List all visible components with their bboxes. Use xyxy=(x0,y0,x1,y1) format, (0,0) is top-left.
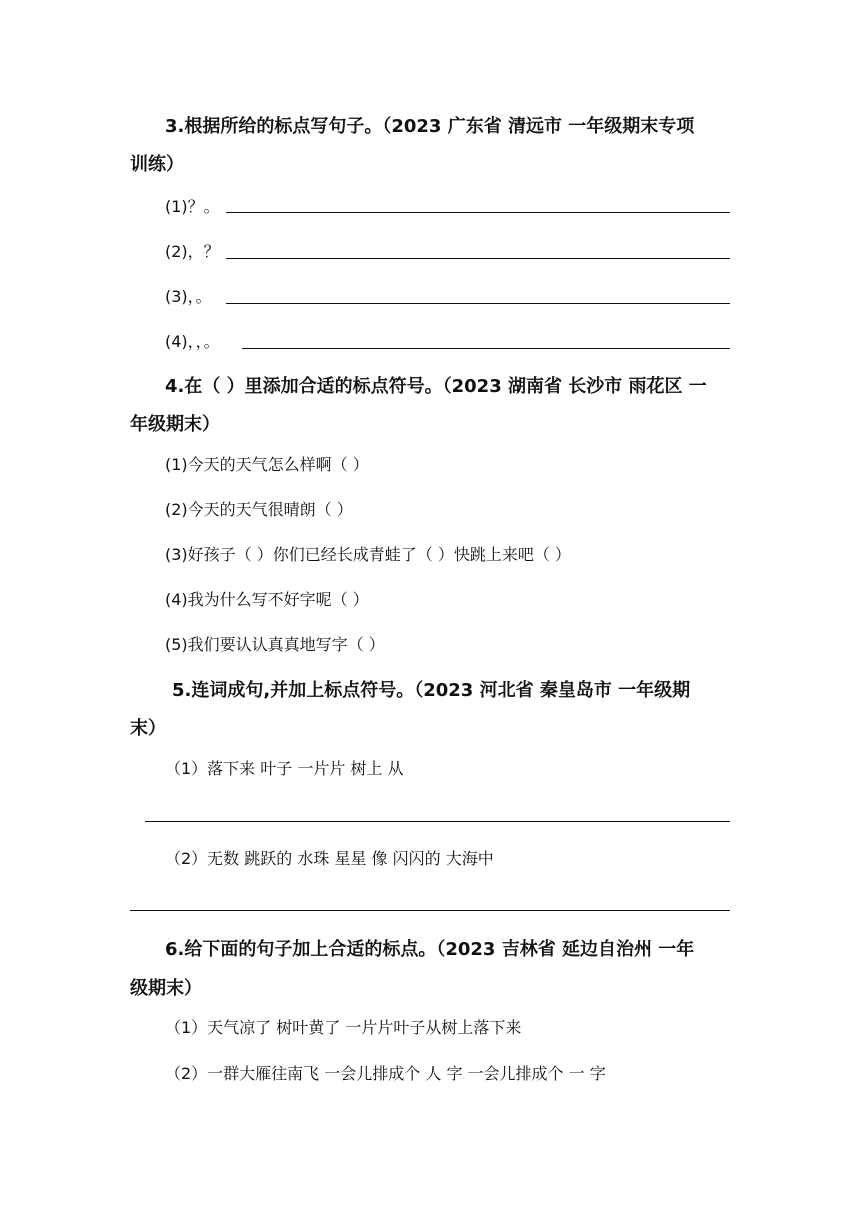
q4-title-line2: 年级期末） xyxy=(130,414,220,435)
q3-title-line1: 3.根据所给的标点写句子。（2023 广东省 清远市 一年级期末专项 xyxy=(165,116,695,137)
q5-title-line2: 末） xyxy=(130,718,166,739)
q3-item-2-label: (2)，？ xyxy=(165,242,220,261)
q3-item-4-answer-line[interactable] xyxy=(242,348,730,349)
q6-title-line1: 6.给下面的句子加上合适的标点。（2023 吉林省 延边自治州 一年 xyxy=(165,939,695,960)
q5-item-2-answer-line[interactable] xyxy=(130,910,730,911)
q6-item-1: （1）天气凉了 树叶黄了 一片片叶子从树上落下来 xyxy=(165,1018,522,1037)
q3-item-3-label: (3)，。 xyxy=(165,287,212,306)
q3-item-1-label: (1)？。 xyxy=(165,197,220,216)
q5-title-line1: 5.连词成句,并加上标点符号。（2023 河北省 秦皇岛市 一年级期 xyxy=(172,680,691,701)
q3-item-4-label: (4)，，。 xyxy=(165,332,220,351)
q6-item-2: （2）一群大雁往南飞 一会儿排成个 人 字 一会儿排成个 一 字 xyxy=(165,1064,606,1083)
q4-item-1: (1)今天的天气怎么样啊（ ） xyxy=(165,455,369,474)
q3-item-2-answer-line[interactable] xyxy=(226,258,730,259)
q3-title-line2: 训练） xyxy=(130,154,184,175)
q5-item-1-words: （1）落下来 叶子 一片片 树上 从 xyxy=(165,759,404,778)
q4-title-line1: 4.在（ ）里添加合适的标点符号。（2023 湖南省 长沙市 雨花区 一 xyxy=(165,376,707,397)
q3-item-3-answer-line[interactable] xyxy=(226,303,730,304)
q3-item-1-answer-line[interactable] xyxy=(226,212,730,213)
q4-item-5: (5)我们要认认真真地写字（ ） xyxy=(165,635,385,654)
q5-item-1-answer-line[interactable] xyxy=(145,821,730,822)
q4-item-4: (4)我为什么写不好字呢（ ） xyxy=(165,590,369,609)
q5-item-2-words: （2）无数 跳跃的 水珠 星星 像 闪闪的 大海中 xyxy=(165,849,494,868)
q4-item-2: (2)今天的天气很晴朗（ ） xyxy=(165,500,353,519)
q6-title-line2: 级期末） xyxy=(130,978,202,999)
q4-item-3: (3)好孩子（ ）你们已经长成青蛙了（ ）快跳上来吧（ ） xyxy=(165,545,571,564)
